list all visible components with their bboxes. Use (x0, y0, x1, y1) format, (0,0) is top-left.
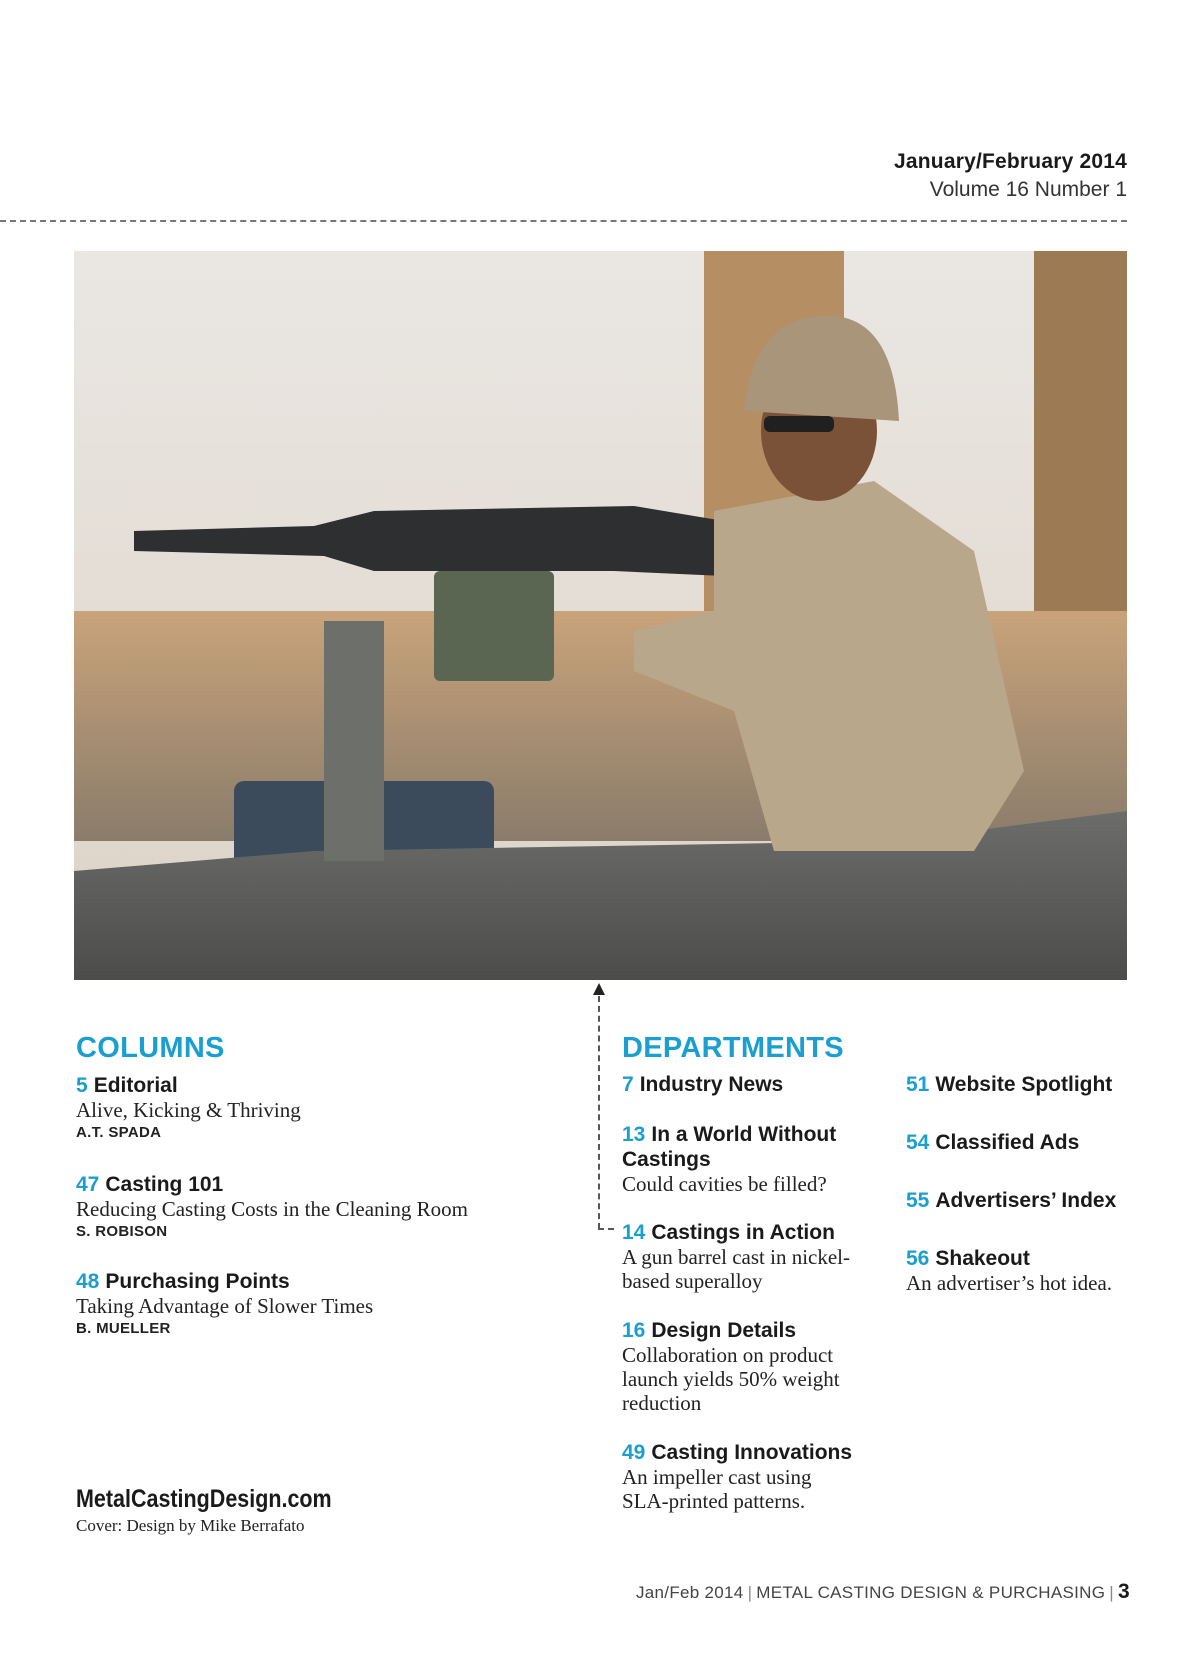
page-number: 13 (622, 1123, 646, 1146)
column-entry[interactable] (76, 1073, 556, 1144)
page-number-footer: 3 (1118, 1580, 1130, 1603)
photo-sunglasses (764, 416, 834, 432)
connector-line (598, 996, 600, 1229)
entry-title: Classified Ads (935, 1131, 1080, 1154)
departments-heading: DEPARTMENTS (622, 1032, 844, 1064)
department-entry[interactable] (622, 1072, 862, 1097)
entry-author: S. ROBISON (76, 1223, 168, 1240)
connector-line-horizontal (598, 1228, 614, 1230)
page-number: 5 (76, 1074, 88, 1097)
entry-title: Casting Innovations (651, 1441, 853, 1464)
page-number: 48 (76, 1270, 100, 1293)
page-number: 7 (622, 1073, 634, 1096)
entry-title: Castings in Action (651, 1221, 835, 1244)
header-divider (0, 220, 1127, 222)
entry-author: A.T. SPADA (76, 1124, 162, 1141)
cover-photo (74, 251, 1127, 980)
footer-issue: Jan/Feb 2014 (635, 1583, 744, 1602)
entry-description: Alive, Kicking & Thriving (76, 1098, 301, 1122)
footer-publication: METAL CASTING DESIGN & PURCHASING (756, 1583, 1106, 1602)
entry-description: An advertiser’s hot idea. (906, 1271, 1113, 1295)
entry-description: An impeller cast using SLA-printed patterns. (622, 1465, 812, 1513)
entry-title: Advertisers’ Index (935, 1189, 1117, 1212)
page-number: 51 (906, 1073, 930, 1096)
page-number: 54 (906, 1131, 930, 1154)
department-entry[interactable] (622, 1122, 862, 1196)
page-number: 56 (906, 1247, 930, 1270)
entry-title: Casting 101 (105, 1173, 224, 1196)
entry-title: Shakeout (935, 1247, 1030, 1270)
entry-title: Design Details (651, 1319, 797, 1342)
entry-title: In a World Without Castings (622, 1123, 837, 1171)
columns-heading: COLUMNS (76, 1032, 225, 1064)
department-entry[interactable] (906, 1246, 1136, 1295)
entry-description: Collaboration on product launch yields 50% weight reduction (622, 1343, 840, 1415)
page-number: 55 (906, 1189, 930, 1212)
issue-date: January/February 2014 (894, 150, 1127, 173)
department-entry[interactable] (622, 1440, 862, 1513)
department-entry[interactable] (906, 1072, 1136, 1097)
website-link[interactable]: MetalCastingDesign.com (76, 1485, 332, 1513)
entry-title: Editorial (93, 1074, 178, 1097)
photo-ammo-box (434, 571, 554, 681)
department-entry[interactable] (906, 1130, 1136, 1155)
connector-arrow (593, 983, 605, 995)
entry-description: Taking Advantage of Slower Times (76, 1294, 374, 1318)
entry-title: Industry News (639, 1073, 784, 1096)
department-entry[interactable] (622, 1220, 862, 1293)
column-entry[interactable] (76, 1269, 556, 1340)
cover-credit: Cover: Design by Mike Berrafato (76, 1516, 305, 1535)
entry-title: Purchasing Points (105, 1270, 290, 1293)
department-entry[interactable] (622, 1318, 862, 1415)
entry-description: Reducing Casting Costs in the Cleaning Room (76, 1197, 468, 1221)
page-number: 49 (622, 1441, 646, 1464)
page-number: 47 (76, 1173, 100, 1196)
page-footer: Jan/Feb 2014 | METAL CASTING DESIGN & PURCHASING | 3 (635, 1580, 1130, 1603)
entry-description: A gun barrel cast in nickel-based superalloy (622, 1245, 851, 1293)
page-number: 16 (622, 1319, 646, 1342)
entry-title: Website Spotlight (935, 1073, 1113, 1096)
entry-author: B. MUELLER (76, 1320, 171, 1337)
department-entry[interactable] (906, 1188, 1136, 1213)
photo-gun-mount (324, 621, 384, 861)
column-entry[interactable] (76, 1172, 556, 1243)
entry-description: Could cavities be filled? (622, 1172, 827, 1196)
page-number: 14 (622, 1221, 646, 1244)
issue-volume: Volume 16 Number 1 (929, 178, 1127, 201)
